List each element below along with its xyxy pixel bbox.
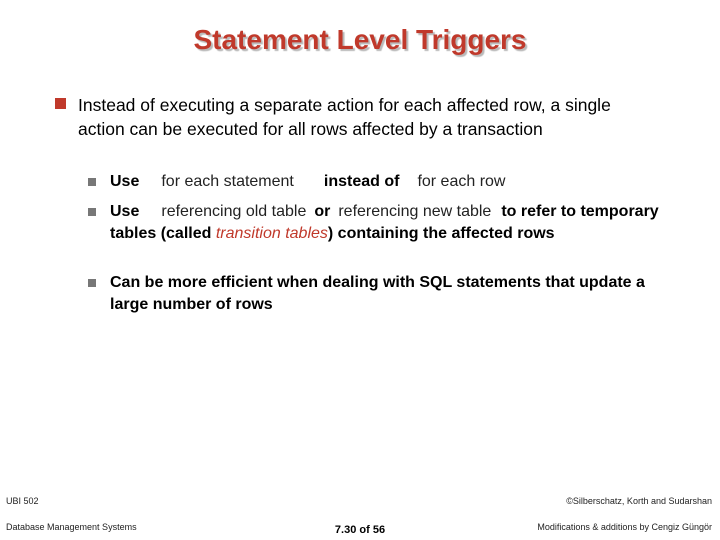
sub3-text: Can be more efficient when dealing with SQL statements that update a large number of rows (110, 274, 645, 313)
code-for-each-statement: for each statement (161, 173, 294, 190)
or-label: or (314, 203, 331, 220)
footer-course-name: Database Management Systems (6, 522, 137, 532)
slide-title: Statement Level Triggers (193, 24, 527, 55)
sub-bullet-icon (88, 279, 96, 287)
instead-of-label: instead of (323, 173, 400, 190)
sub2-text-part2: ) containing the affected rows (327, 225, 555, 242)
sub-bullet-3 (88, 272, 678, 316)
main-bullet-text: Instead of executing a separate action for each affected row, a single action can be executed for all rows affected by a transaction (78, 95, 611, 139)
page-number: 7.30 of 56 (334, 524, 386, 536)
transition-tables-term: transition tables (215, 225, 328, 242)
sub-bullet-2 (88, 201, 678, 245)
sub-bullet-icon (88, 178, 96, 186)
use-label: Use (110, 173, 140, 190)
use-label: Use (110, 203, 140, 220)
main-bullet (55, 93, 655, 141)
footer-course-code: UBI 502 (6, 496, 39, 506)
sub-bullet-icon (88, 208, 96, 216)
code-referencing-new-table: referencing new table (338, 203, 492, 220)
sub2-text-part1: to refer to temporary tables (called (110, 203, 659, 242)
footer-copyright: ©Silberschatz, Korth and Sudarshan (566, 496, 712, 506)
code-referencing-old-table: referencing old table (161, 203, 307, 220)
square-bullet-icon (55, 98, 66, 109)
footer-modifications: Modifications & additions by Cengiz Güngör (537, 522, 712, 532)
code-for-each-row: for each row (417, 173, 506, 190)
sub-bullet-1 (88, 171, 678, 193)
